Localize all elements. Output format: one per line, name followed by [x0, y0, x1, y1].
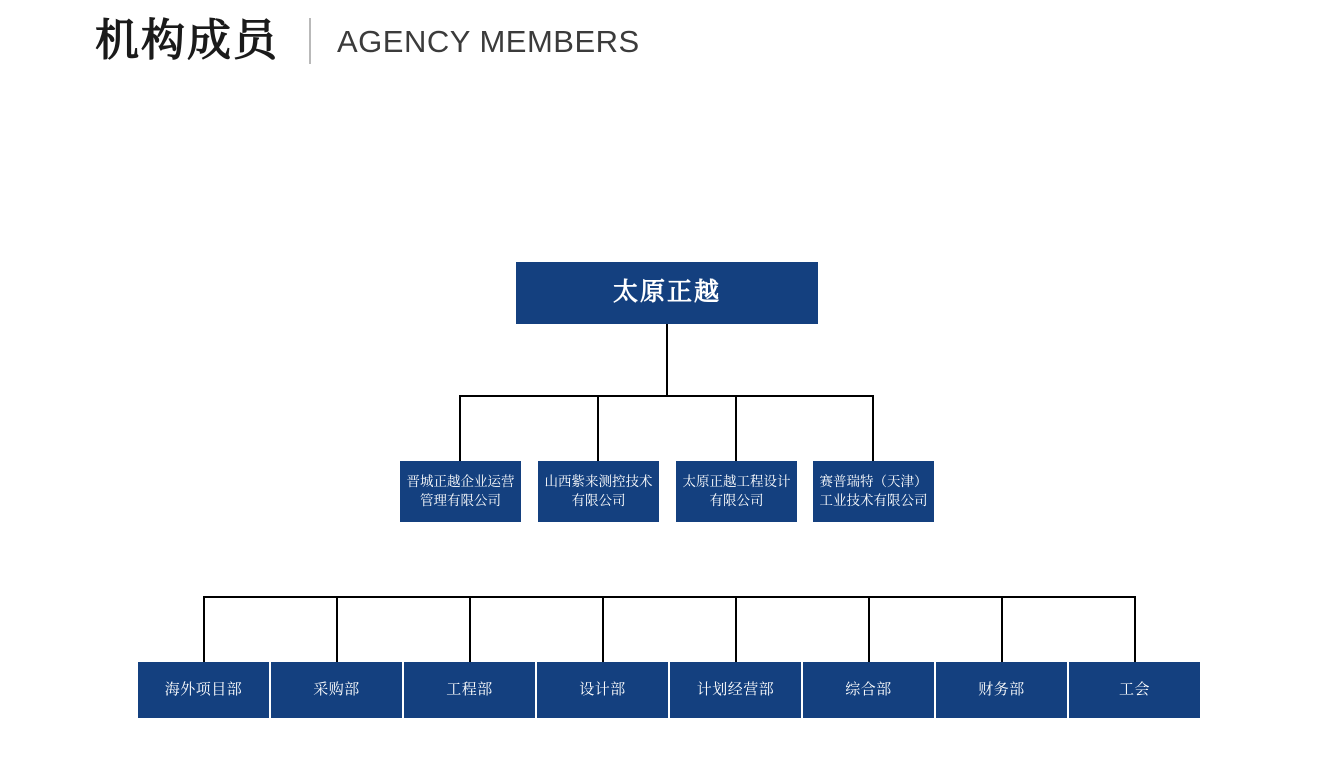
org-node-department-8[interactable]: 工会 [1069, 662, 1200, 718]
org-node-subsidiary-4[interactable]: 赛普瑞特（天津）工业技术有限公司 [813, 461, 934, 522]
org-node-department-6[interactable]: 综合部 [803, 662, 934, 718]
org-node-subsidiary-3[interactable]: 太原正越工程设计有限公司 [676, 461, 797, 522]
org-node-department-3[interactable]: 工程部 [404, 662, 535, 718]
org-node-department-2[interactable]: 采购部 [271, 662, 402, 718]
org-node-department-5[interactable]: 计划经营部 [670, 662, 801, 718]
org-node-department-4[interactable]: 设计部 [537, 662, 668, 718]
org-node-department-1[interactable]: 海外项目部 [138, 662, 269, 718]
connector-level3-drop-1 [336, 596, 338, 662]
connector-root-stem [666, 324, 668, 396]
connector-level2-drop-0 [459, 395, 461, 461]
org-node-department-7[interactable]: 财务部 [936, 662, 1067, 718]
connector-level2-bus [459, 395, 874, 397]
connector-level3-drop-5 [868, 596, 870, 662]
connector-level2-drop-1 [597, 395, 599, 461]
connector-level3-bus [203, 596, 1136, 598]
connector-level3-drop-0 [203, 596, 205, 662]
page-title-en: AGENCY MEMBERS [337, 23, 640, 59]
connector-level3-drop-6 [1001, 596, 1003, 662]
org-node-subsidiary-2[interactable]: 山西紫来测控技术有限公司 [538, 461, 659, 522]
org-node-root[interactable]: 太原正越 [516, 262, 818, 324]
connector-level3-drop-2 [469, 596, 471, 662]
connector-level3-drop-7 [1134, 596, 1136, 662]
org-node-subsidiary-1[interactable]: 晋城正越企业运营管理有限公司 [400, 461, 521, 522]
connector-level3-drop-4 [735, 596, 737, 662]
connector-level2-drop-3 [872, 395, 874, 461]
page-title-cn: 机构成员 [95, 16, 279, 65]
connector-level2-drop-2 [735, 395, 737, 461]
connector-level3-drop-3 [602, 596, 604, 662]
